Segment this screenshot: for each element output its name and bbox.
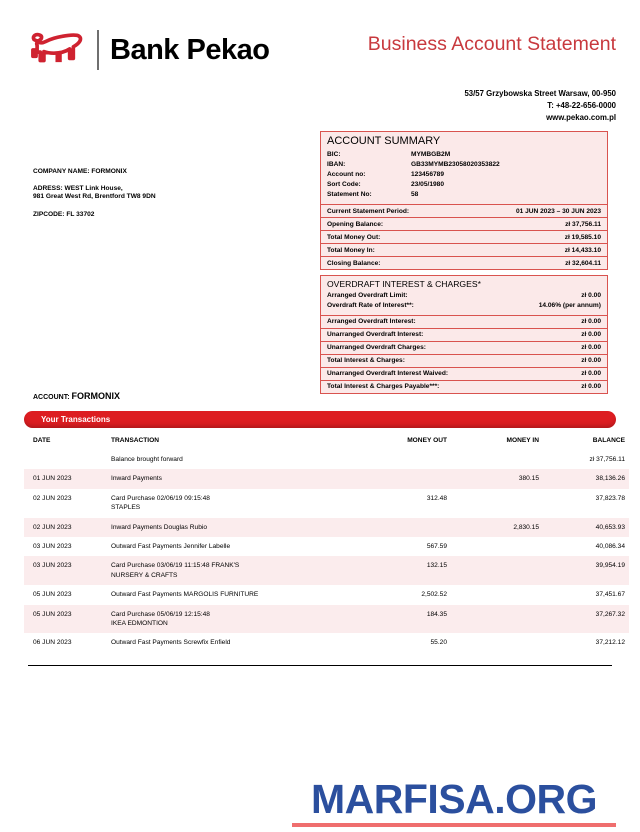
field-label: IBAN: bbox=[327, 160, 346, 168]
field-row bbox=[327, 301, 601, 311]
field-row bbox=[327, 190, 601, 200]
field-label: Statement No: bbox=[327, 191, 372, 199]
summary-row bbox=[321, 217, 607, 230]
cell-balance: 37,267.32 bbox=[539, 605, 629, 634]
field-label: Overdraft Rate of Interest**: bbox=[327, 301, 414, 309]
account-summary-fields bbox=[327, 150, 601, 200]
cell-description: Outward Fast Payments MARGOLIS FURNITURE bbox=[111, 585, 351, 604]
summary-row-value: 01 JUN 2023 – 30 JUN 2023 bbox=[515, 207, 601, 215]
summary-row-label: Total Money Out: bbox=[327, 233, 381, 241]
cell-description: Outward Fast Payments Jennifer Labelle bbox=[111, 537, 351, 556]
account-line-name: FORMONIX bbox=[71, 391, 120, 401]
cell-money-out: 312.48 bbox=[351, 489, 447, 518]
cell-date bbox=[24, 450, 111, 469]
cell-money-out: 567.59 bbox=[351, 537, 447, 556]
summary-row-label: Current Statement Period: bbox=[327, 207, 410, 215]
overdraft-rows bbox=[321, 315, 607, 393]
cell-money-out bbox=[351, 469, 447, 488]
column-header-money-in: MONEY IN bbox=[506, 437, 539, 444]
summary-row bbox=[321, 341, 607, 354]
field-row bbox=[327, 160, 601, 170]
column-header-balance: BALANCE bbox=[592, 437, 625, 444]
summary-row bbox=[321, 230, 607, 243]
transactions-banner-label: Your Transactions bbox=[41, 415, 111, 424]
summary-row-value: zł 37,756.11 bbox=[565, 220, 601, 228]
summary-row-value: zł 0.00 bbox=[581, 383, 601, 391]
watermark bbox=[292, 776, 616, 827]
table-row bbox=[24, 585, 629, 604]
cell-balance: 37,451.67 bbox=[539, 585, 629, 604]
overdraft-fields bbox=[327, 291, 601, 311]
field-label: Account no: bbox=[327, 170, 366, 178]
cell-money-in: 2,830.15 bbox=[447, 518, 539, 537]
company-address-line-2: 981 Great West Rd, Brentford TW8 9DN bbox=[33, 193, 156, 201]
cell-money-out: 2,502.52 bbox=[351, 585, 447, 604]
summary-row bbox=[321, 328, 607, 341]
account-line bbox=[33, 391, 120, 401]
cell-money-in: 380.15 bbox=[447, 469, 539, 488]
field-value: 14.06% (per annum) bbox=[538, 301, 601, 309]
field-row bbox=[327, 170, 601, 180]
summary-row-label: Total Interest & Charges: bbox=[327, 357, 405, 365]
table-row bbox=[24, 450, 629, 469]
cell-description: Card Purchase 05/06/19 12:15:48 IKEA EDMONTION bbox=[111, 605, 351, 634]
transactions-table bbox=[24, 434, 629, 653]
brand-logo bbox=[24, 29, 269, 71]
cell-date: 02 JUN 2023 bbox=[24, 489, 111, 518]
cell-description: Card Purchase 03/06/19 11:15:48 FRANK'S NURSERY & CRAFTS bbox=[111, 556, 351, 585]
column-header-date: DATE bbox=[33, 437, 51, 444]
field-label: BIC: bbox=[327, 150, 341, 158]
cell-description: Outward Fast Payments Screwfix Enfield bbox=[111, 633, 351, 652]
cell-money-out bbox=[351, 450, 447, 469]
cell-money-in bbox=[447, 556, 539, 585]
table-row bbox=[24, 518, 629, 537]
table-row bbox=[24, 489, 629, 518]
bison-icon bbox=[24, 29, 88, 71]
field-value: MYMBGB2M bbox=[411, 150, 451, 158]
field-row bbox=[327, 180, 601, 190]
field-value: 23/05/1980 bbox=[411, 181, 445, 189]
summary-row bbox=[321, 354, 607, 367]
cell-balance: 40,086.34 bbox=[539, 537, 629, 556]
summary-row bbox=[321, 243, 607, 256]
cell-money-out: 55.20 bbox=[351, 633, 447, 652]
transactions-body bbox=[24, 450, 629, 653]
summary-row-label: Arranged Overdraft Interest: bbox=[327, 318, 416, 326]
cell-money-in bbox=[447, 633, 539, 652]
summary-row bbox=[321, 315, 607, 328]
table-row bbox=[24, 556, 629, 585]
summary-row-label: Total Interest & Charges Payable***: bbox=[327, 383, 440, 391]
company-address-line-1: ADRESS: WEST Link House, bbox=[33, 185, 123, 193]
table-row bbox=[24, 537, 629, 556]
table-row bbox=[24, 605, 629, 634]
summary-row-value: zł 0.00 bbox=[581, 344, 601, 352]
cell-balance: 38,136.26 bbox=[539, 469, 629, 488]
bank-phone: T: +48-22-656-0000 bbox=[547, 101, 616, 111]
cell-money-in bbox=[447, 585, 539, 604]
table-closing-rule bbox=[28, 665, 612, 666]
watermark-text: MARFISA.ORG bbox=[310, 776, 598, 822]
bank-contact-block bbox=[464, 88, 616, 125]
summary-row-value: zł 0.00 bbox=[581, 318, 601, 326]
cell-description: Balance brought forward bbox=[111, 450, 351, 469]
cell-money-out: 132.15 bbox=[351, 556, 447, 585]
cell-balance: zł 37,756.11 bbox=[539, 450, 629, 469]
cell-date: 01 JUN 2023 bbox=[24, 469, 111, 488]
company-zipcode: ZIPCODE: FL 33702 bbox=[33, 210, 95, 218]
cell-money-in bbox=[447, 489, 539, 518]
account-summary-rows bbox=[321, 204, 607, 269]
cell-money-in bbox=[447, 450, 539, 469]
summary-row-value: zł 32,604.11 bbox=[565, 259, 601, 267]
summary-row bbox=[321, 367, 607, 380]
summary-row-value: zł 0.00 bbox=[581, 331, 601, 339]
field-row bbox=[327, 291, 601, 301]
summary-row-value: zł 14,433.10 bbox=[564, 246, 601, 254]
summary-row bbox=[321, 204, 607, 217]
field-value: zł 0.00 bbox=[581, 291, 601, 299]
cell-description: Card Purchase 02/06/19 09:15:48 STAPLES bbox=[111, 489, 351, 518]
account-line-prefix: ACCOUNT: bbox=[33, 394, 72, 401]
cell-date: 03 JUN 2023 bbox=[24, 537, 111, 556]
cell-money-in bbox=[447, 537, 539, 556]
summary-row bbox=[321, 380, 607, 393]
cell-money-out bbox=[351, 518, 447, 537]
cell-description: Inward Payments Douglas Rubio bbox=[111, 518, 351, 537]
logo-divider bbox=[97, 30, 99, 70]
cell-date: 03 JUN 2023 bbox=[24, 556, 111, 585]
cell-date: 06 JUN 2023 bbox=[24, 633, 111, 652]
summary-row-label: Opening Balance: bbox=[327, 220, 384, 228]
cell-description: Inward Payments bbox=[111, 469, 351, 488]
field-label: Arranged Overdraft Limit: bbox=[327, 291, 408, 299]
page-header bbox=[0, 0, 640, 128]
field-value: 58 bbox=[411, 191, 419, 199]
summary-row-value: zł 0.00 bbox=[581, 357, 601, 365]
transactions-banner bbox=[24, 411, 616, 428]
bank-website: www.pekao.com.pl bbox=[546, 113, 616, 123]
cell-money-out: 184.35 bbox=[351, 605, 447, 634]
cell-date: 05 JUN 2023 bbox=[24, 605, 111, 634]
cell-date: 02 JUN 2023 bbox=[24, 518, 111, 537]
summary-row bbox=[321, 256, 607, 269]
account-summary-title: ACCOUNT SUMMARY bbox=[327, 135, 441, 147]
company-name: COMPANY NAME: FORMONIX bbox=[33, 168, 127, 175]
cell-balance: 37,823.78 bbox=[539, 489, 629, 518]
table-header-row bbox=[24, 434, 629, 450]
document-title: Business Account Statement bbox=[367, 33, 616, 55]
field-value: 123456789 bbox=[411, 170, 445, 178]
field-value: GB33MYMB23058020353822 bbox=[411, 160, 500, 168]
cell-money-in bbox=[447, 605, 539, 634]
field-row bbox=[327, 150, 601, 160]
cell-balance: 37,212.12 bbox=[539, 633, 629, 652]
watermark-underline bbox=[292, 823, 616, 827]
table-row bbox=[24, 633, 629, 652]
cell-balance: 40,653.93 bbox=[539, 518, 629, 537]
summary-row-label: Closing Balance: bbox=[327, 259, 381, 267]
field-label: Sort Code: bbox=[327, 181, 361, 189]
summary-row-value: zł 0.00 bbox=[581, 370, 601, 378]
bank-name: Bank Pekao bbox=[110, 33, 270, 66]
account-summary-panel bbox=[320, 131, 608, 270]
customer-details bbox=[33, 168, 156, 219]
summary-row-value: zł 19,585.10 bbox=[564, 233, 601, 241]
overdraft-panel bbox=[320, 275, 608, 394]
summary-row-label: Unarranged Overdraft Interest: bbox=[327, 331, 424, 339]
column-header-money-out: MONEY OUT bbox=[407, 437, 447, 444]
summary-row-label: Total Money In: bbox=[327, 246, 375, 254]
cell-balance: 39,954.19 bbox=[539, 556, 629, 585]
column-header-transaction: TRANSACTION bbox=[111, 437, 159, 444]
summary-row-label: Unarranged Overdraft Interest Waived: bbox=[327, 370, 449, 378]
summary-row-label: Unarranged Overdraft Charges: bbox=[327, 344, 426, 352]
overdraft-title: OVERDRAFT INTEREST & CHARGES* bbox=[327, 279, 481, 289]
cell-date: 05 JUN 2023 bbox=[24, 585, 111, 604]
table-row bbox=[24, 469, 629, 488]
bank-address: 53/57 Grzybowska Street Warsaw, 00-950 bbox=[464, 89, 616, 98]
